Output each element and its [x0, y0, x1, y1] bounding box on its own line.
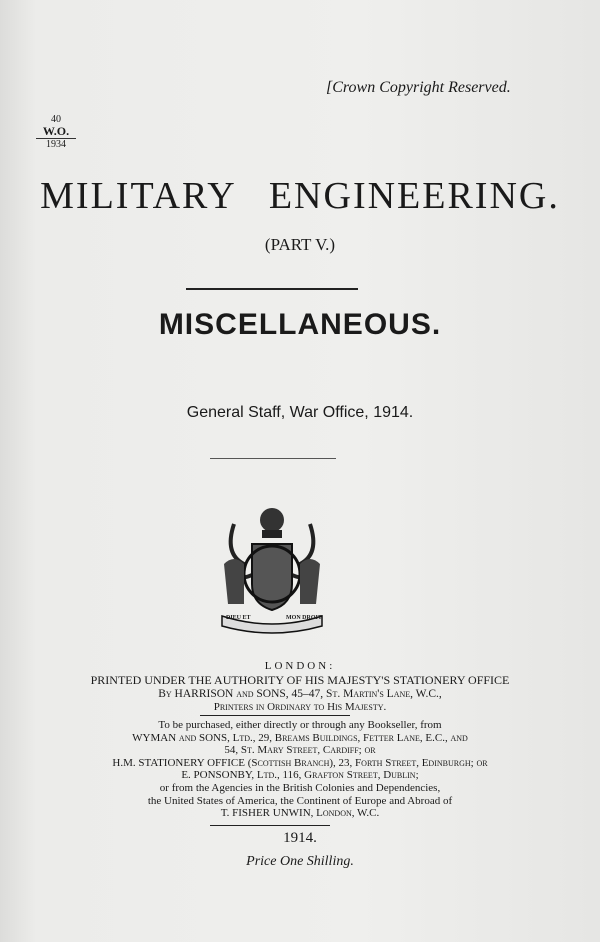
seller-line: 54, St. Mary Street, Cardiff; or	[224, 744, 376, 757]
document-title: MILITARY ENGINEERING.	[40, 175, 560, 217]
ref-year: 1934	[46, 139, 66, 151]
divider	[186, 288, 358, 290]
seller-line: H.M. STATIONERY OFFICE (Scottish Branch), 23, Forth Street, Edinburgh; or	[112, 756, 488, 769]
seller-line: E. PONSONBY, Ltd., 116, Grafton Street, Dublin;	[181, 769, 419, 782]
seller-line: To be purchased, either directly or through any Bookseller, from	[158, 719, 442, 731]
divider	[200, 715, 350, 716]
price: Price One Shilling.	[246, 854, 354, 869]
publication-year: 1914.	[283, 830, 317, 846]
imprint-city: LONDON:	[264, 660, 336, 672]
motto-right: MON DROIT	[286, 615, 322, 621]
sellers-list	[0, 719, 600, 820]
seller-line: or from the Agencies in the British Colonies and Dependencies,	[159, 781, 441, 794]
ref-code: W.O.	[36, 125, 76, 139]
seller-line: WYMAN and SONS, Ltd., 29, Breams Buildings, Fetter Lane, E.C., and	[132, 731, 468, 744]
imprint-line: PRINTED UNDER THE AUTHORITY OF HIS MAJESTY'S STATIONERY OFFICE	[90, 673, 510, 687]
ref-number: 40	[51, 114, 61, 125]
part-label: (PART V.)	[264, 235, 336, 254]
copyright-notice: [Crown Copyright Reserved.	[326, 79, 511, 96]
seller-line: T. FISHER UNWIN, London, W.C.	[220, 807, 380, 820]
divider	[210, 825, 330, 826]
document-subtitle: MISCELLANEOUS.	[158, 308, 442, 341]
motto-left: DIEU ET	[226, 615, 251, 621]
divider	[210, 458, 336, 459]
seller-line: the United States of America, the Continent of Europe and Abroad of	[147, 794, 453, 807]
imprint-line: Printers in Ordinary to His Majesty.	[213, 701, 387, 713]
imprint-line: By HARRISON and SONS, 45–47, St. Martin's Lane, W.C.,	[158, 688, 442, 700]
issuer: General Staff, War Office, 1914.	[186, 404, 414, 421]
reference-mark	[36, 114, 76, 150]
